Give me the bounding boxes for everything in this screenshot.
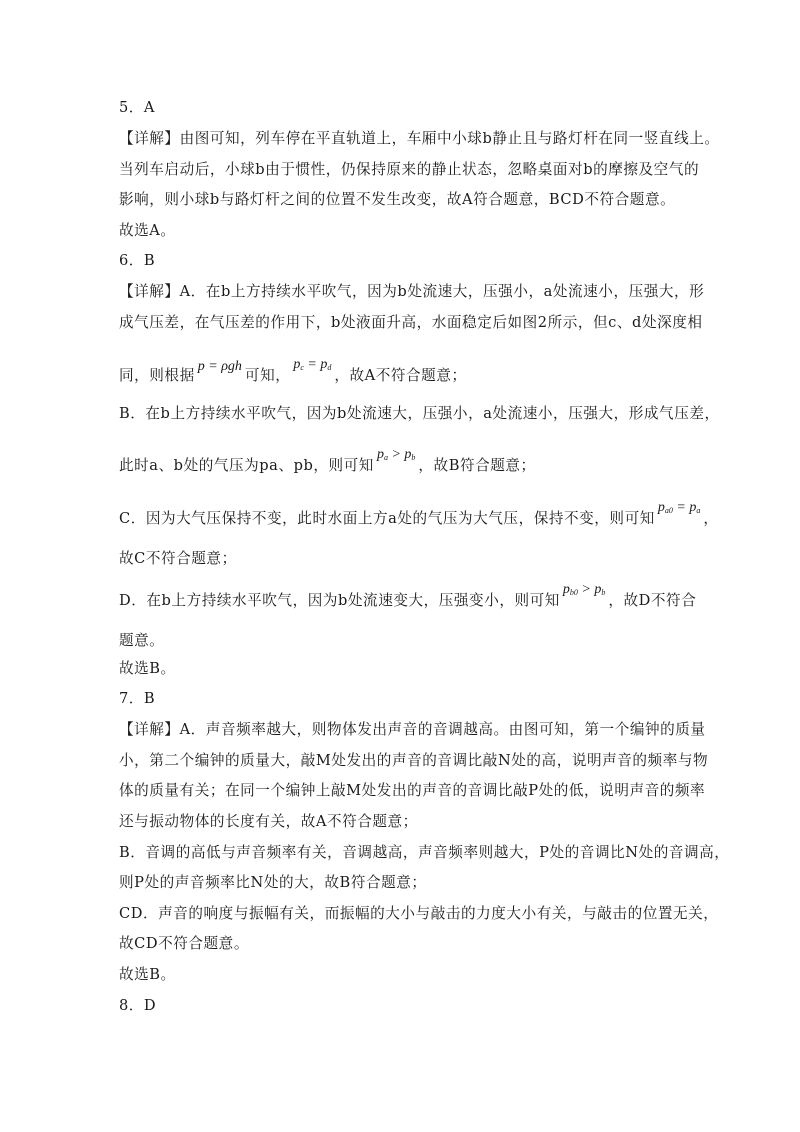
formula-pa-pb: $p_a > p_b$ [376, 447, 416, 462]
q6-text: 可知， [244, 367, 291, 384]
q6-option-b-line-1: B．在b上方持续水平吹气，因为b处流速大，压强小，a处流速小，压强大，形成气压差， [119, 405, 720, 422]
q5-conclusion: 故选A。 [119, 222, 176, 239]
q6-text: C．因为大气压保持不变，此时水面上方a处的气压为大气压，保持不变，则可知 [119, 510, 655, 527]
q5-explain-line-3: 影响，则小球b与路灯杆之间的位置不发生改变，故A符合题意，BCD不符合题意。 [119, 191, 676, 208]
q7-conclusion: 故选B。 [119, 966, 176, 983]
q5-explain-line-1: 【详解】由图可知，列车停在平直轨道上，车厢中小球b静止且与路灯杆在同一竖直线上。 [119, 130, 720, 147]
q6-option-d-line-1 [119, 582, 697, 615]
q6-explain-line-3 [119, 357, 467, 390]
q6-text: ， [703, 510, 719, 527]
q6-conclusion: 故选B。 [119, 660, 176, 677]
q6-text: 此时a、b处的气压为pa、pb，则可知 [119, 457, 374, 474]
q6-text: ，故A不符合题意； [334, 367, 467, 384]
formula-pa0-pa: $p_{a0} = p_a$ [657, 500, 701, 515]
q7-option-cd-line-2: 故CD不符合题意。 [119, 935, 249, 952]
q8-answer: 8．D [119, 997, 157, 1014]
q6-option-c-line-1 [119, 500, 719, 533]
q6-option-c-line-2: 故C不符合题意； [119, 550, 237, 567]
q7-explain-line-1: 【详解】A．声音频率越大，则物体发出声音的音调越高。由图可知，第一个编钟的质量 [119, 721, 706, 738]
q6-explain-line-1: 【详解】A．在b上方持续水平吹气，因为b处流速大，压强小，a处流速小，压强大，形 [119, 283, 705, 300]
q7-explain-line-3: 体的质量有关；在同一个编钟上敲M处发出的声音的音调比敲P处的低，说明声音的频率 [119, 782, 706, 799]
q5-explain-line-2: 当列车启动后，小球b由于惯性，仍保持原来的静止状态，忽略桌面对b的摩擦及空气的 [119, 161, 700, 178]
q6-explain-line-2: 成气压差，在气压差的作用下，b处液面升高，水面稳定后如图2所示，但c、d处深度相 [119, 314, 703, 331]
q7-option-cd-line-1: CD．声音的响度与振幅有关，而振幅的大小与敲击的力度大小有关，与敲击的位置无关， [119, 905, 719, 922]
q5-answer: 5．A [119, 99, 155, 116]
q7-option-b-line-2: 则P处的声音频率比N处的大，故B符合题意； [119, 874, 427, 891]
q6-text: 同，则根据 [119, 367, 195, 384]
q7-option-b-line-1: B．音调的高低与声音频率有关，音调越高，声音频率则越大，P处的音调比N处的音调高， [119, 844, 730, 861]
q7-explain-line-4: 还与振动物体的长度有关，故A不符合题意； [119, 813, 418, 830]
q6-answer: 6．B [119, 252, 156, 269]
q6-text: ，故D不符合 [608, 592, 697, 609]
q6-option-d-line-2: 题意。 [119, 632, 165, 649]
q6-option-b-line-2 [119, 447, 536, 480]
formula-pc-pd: $p_c = p_d$ [293, 357, 332, 372]
q6-text: D．在b上方持续水平吹气，因为b处流速变大，压强变小，则可知 [119, 592, 560, 609]
q7-explain-line-2: 小，第二个编钟的质量大，敲M处发出的声音的音调比敲N处的高，说明声音的频率与物 [119, 752, 709, 769]
formula-pb0-pb: $p_{b0} > p_b$ [562, 582, 606, 597]
formula-pressure: p = ρgh [197, 359, 242, 374]
q6-text: ，故B符合题意； [418, 457, 536, 474]
q7-answer: 7．B [119, 690, 156, 707]
